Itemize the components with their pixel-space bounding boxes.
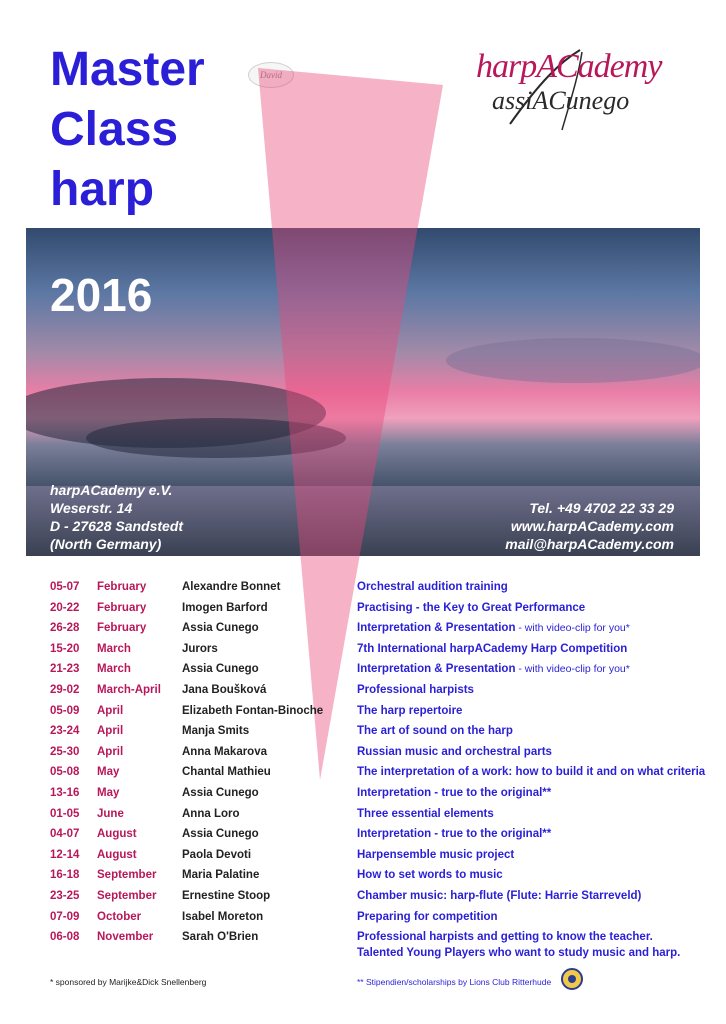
table-row [0,890,726,910]
page-title [50,40,205,220]
month-cell-text: September [97,890,157,902]
date-cell [50,849,79,861]
month-cell-text: February [97,601,147,614]
teacher-cell-text: Elizabeth Fontan-Binoche [182,704,324,717]
topic-cell [357,869,503,881]
table-row [0,581,726,601]
topic-cell [357,684,474,696]
month-cell [97,622,146,634]
table-row [0,746,726,766]
month-cell [97,931,153,943]
topic-cell-text: The interpretation of a work: how to build it and on what criteria [357,766,706,779]
date-cell [50,684,79,696]
topic-cell-text: Practising - the Key to Great Performance [357,601,586,614]
month-cell-text: June [97,807,124,820]
topic-cell [357,787,551,799]
table-row [0,787,726,807]
date-cell [50,828,79,840]
address-line: Weserstr. 14 [50,500,133,516]
topic-cell [357,766,705,778]
topic-cell [357,622,630,634]
teacher-cell [182,725,249,737]
date-cell-text: 07-09 [50,910,80,923]
topic-cell [357,746,552,758]
topic-cell-text: Interpretation - true to the original** [357,787,552,799]
topic-cell-text: Russian music and orchestral parts [357,745,552,758]
brand-logo [470,42,690,132]
contact-block [505,499,674,553]
teacher-cell-text: Imogen Barford [182,601,268,614]
topic-cell: Talented Young Players who want to study music and harp. [357,946,681,959]
topic-cell-text: Interpretation - true to the original** [357,828,552,841]
month-cell-text: August [97,848,137,861]
table-row [0,643,726,663]
table-row [0,808,726,828]
teacher-cell-text: Alexandre Bonnet [182,581,281,593]
teacher-cell-text: Isabel Moreton [182,910,264,923]
date-cell [50,931,79,943]
date-cell-text: 01-05 [50,807,80,820]
month-cell-text: February [97,581,147,593]
date-cell-text: 04-07 [50,828,80,841]
topic-cell-text: The art of sound on the harp [357,725,513,738]
address-block [50,481,183,553]
month-cell-text: October [97,910,142,923]
date-cell [50,643,79,655]
topic-cell [357,931,653,943]
topic-cell-text: Professional harpists and getting to know the teacher. [357,931,653,944]
month-cell [97,746,123,758]
teacher-cell-text: Assia Cunego [182,622,259,635]
teacher-cell [182,931,258,943]
date-cell [50,602,79,614]
address-line: harpACademy e.V. [50,482,173,498]
month-cell-text: April [97,725,124,738]
date-cell-text: 29-02 [50,684,80,696]
date-cell-text: 25-30 [50,745,80,758]
teacher-cell-text: Maria Palatine [182,869,260,882]
teacher-cell-text: Jana Boušková [182,684,267,696]
teacher-cell [182,581,280,593]
date-cell-text: 05-07 [50,581,80,593]
teacher-cell-text: Paola Devoti [182,848,252,861]
date-cell-text: 26-28 [50,622,80,635]
month-cell [97,890,156,902]
topic-cell [357,808,494,820]
topic-cell-text: Harpensemble music project [357,848,515,861]
teacher-cell [182,684,266,696]
teacher-cell [182,911,263,923]
date-cell [50,808,79,820]
month-cell-text: March-April [97,684,161,696]
month-cell [97,602,146,614]
date-cell-text: 23-25 [50,890,80,902]
date-cell [50,705,79,717]
teacher-cell [182,663,259,675]
date-cell [50,622,79,634]
title-line: Class [50,103,179,156]
month-cell [97,766,119,778]
teacher-cell [182,869,259,881]
table-row [0,849,726,869]
teacher-cell [182,622,259,634]
year-label: 2016 [50,269,153,321]
teacher-cell [182,602,268,614]
date-cell [50,911,79,923]
month-cell [97,663,131,675]
month-cell [97,581,146,593]
month-cell-text: September [97,869,157,882]
month-cell [97,787,119,799]
title-line: Master [50,43,205,96]
table-row [0,663,726,683]
month-cell-text: August [97,828,137,841]
teacher-cell-text: Assia Cunego [182,663,259,676]
date-cell-text: 15-20 [50,642,80,655]
teacher-cell [182,849,251,861]
teacher-cell [182,643,218,655]
date-cell [50,890,79,902]
date-cell [50,725,79,737]
topic-cell [357,663,630,675]
topic-cell-text: How to set words to music [357,869,503,882]
teacher-cell-text: Anna Makarova [182,745,268,758]
table-row [0,869,726,889]
topic-cell [357,705,462,717]
date-cell-text: 06-08 [50,931,80,944]
teacher-cell-text: Chantal Mathieu [182,766,271,779]
date-cell-text: 20-22 [50,601,80,614]
date-cell [50,746,79,758]
month-cell-text: March [97,663,131,676]
month-cell [97,684,161,696]
table-row [0,828,726,848]
date-cell-text: 05-08 [50,766,80,779]
topic-cell-text: 7th International harpACademy Harp Competition [357,642,628,655]
topic-cell-text: Interpretation & Presentation [357,663,516,676]
date-cell [50,869,79,881]
date-cell [50,787,79,799]
date-cell-text: 12-14 [50,848,80,861]
topic-cell [357,828,551,840]
topic-cell [357,602,585,614]
topic-cell [357,890,641,902]
table-row [0,622,726,642]
title-line: harp [50,163,155,216]
month-cell-text: May [97,766,120,779]
table-row [0,911,726,931]
teacher-cell-text: Ernestine Stoop [182,890,271,902]
table-row [0,602,726,622]
topic-cell [357,581,508,593]
topic-cell-text: Chamber music: harp-flute (Flute: Harrie Starreveld) [357,890,642,902]
topic-cell [357,643,627,655]
month-cell-text: April [97,745,124,758]
phone-number: Tel. +49 4702 22 33 29 [529,500,674,516]
address-line: (North Germany) [50,536,162,552]
email-link[interactable]: mail@harpACademy.com [505,536,674,552]
month-cell-text: May [97,787,120,799]
date-cell [50,663,79,675]
lions-club-icon [561,968,583,990]
teacher-cell [182,705,323,717]
topic-note: - with video-clip for you* [515,663,630,676]
topic-cell [357,725,513,737]
topic-note: - with video-clip for you* [515,622,630,635]
month-cell-text: April [97,704,124,717]
teacher-cell-text: Assia Cunego [182,787,259,799]
month-cell [97,869,156,881]
teacher-cell [182,746,267,758]
date-cell-text: 05-09 [50,704,80,717]
address-line: D - 27628 Sandstedt [50,518,184,534]
topic-cell-text: Interpretation & Presentation [357,622,516,635]
month-cell [97,911,141,923]
date-cell-text: 21-23 [50,663,80,676]
teacher-cell-text: Manja Smits [182,725,250,738]
date-cell-text: 23-24 [50,725,80,738]
month-cell [97,643,131,655]
teacher-cell-text: Assia Cunego [182,828,259,841]
topic-cell [357,911,498,923]
teacher-cell-text: Sarah O'Brien [182,931,259,944]
month-cell-text: March [97,642,131,655]
topic-cell-text: The harp repertoire [357,704,463,717]
date-cell-text: 13-16 [50,787,80,799]
teacher-cell [182,828,259,840]
table-row [0,684,726,704]
teacher-cell [182,808,240,820]
topic-cell [357,849,514,861]
date-cell-text: 16-18 [50,869,80,882]
month-cell-text: February [97,622,147,635]
date-cell [50,766,79,778]
month-cell [97,808,124,820]
table-row-continuation [0,947,726,967]
topic-cell-text: Three essential elements [357,807,494,820]
month-cell [97,725,123,737]
teacher-cell [182,766,271,778]
month-cell [97,849,137,861]
brand-line-2: assiACunego [492,86,630,115]
table-row [0,705,726,725]
sponsor-logo: David [248,62,294,88]
table-row [0,725,726,745]
sponsor-note: * sponsored by Marijke&Dick Snellenberg [50,977,207,987]
date-cell [50,581,79,593]
teacher-cell-text: Jurors [182,642,218,655]
website-link[interactable]: www.harpACademy.com [510,518,674,534]
topic-cell-text: Professional harpists [357,684,474,696]
topic-cell-text: Preparing for competition [357,910,498,923]
table-row [0,766,726,786]
month-cell [97,705,123,717]
month-cell-text: November [97,931,154,944]
scholarship-note: ** Stipendien/scholarships by Lions Club Ritterhude [357,977,552,987]
teacher-cell [182,787,259,799]
teacher-cell [182,890,270,902]
brand-line-1: harpACademy [476,48,662,85]
teacher-cell-text: Anna Loro [182,807,240,820]
month-cell [97,828,137,840]
topic-cell-text: Orchestral audition training [357,581,508,593]
